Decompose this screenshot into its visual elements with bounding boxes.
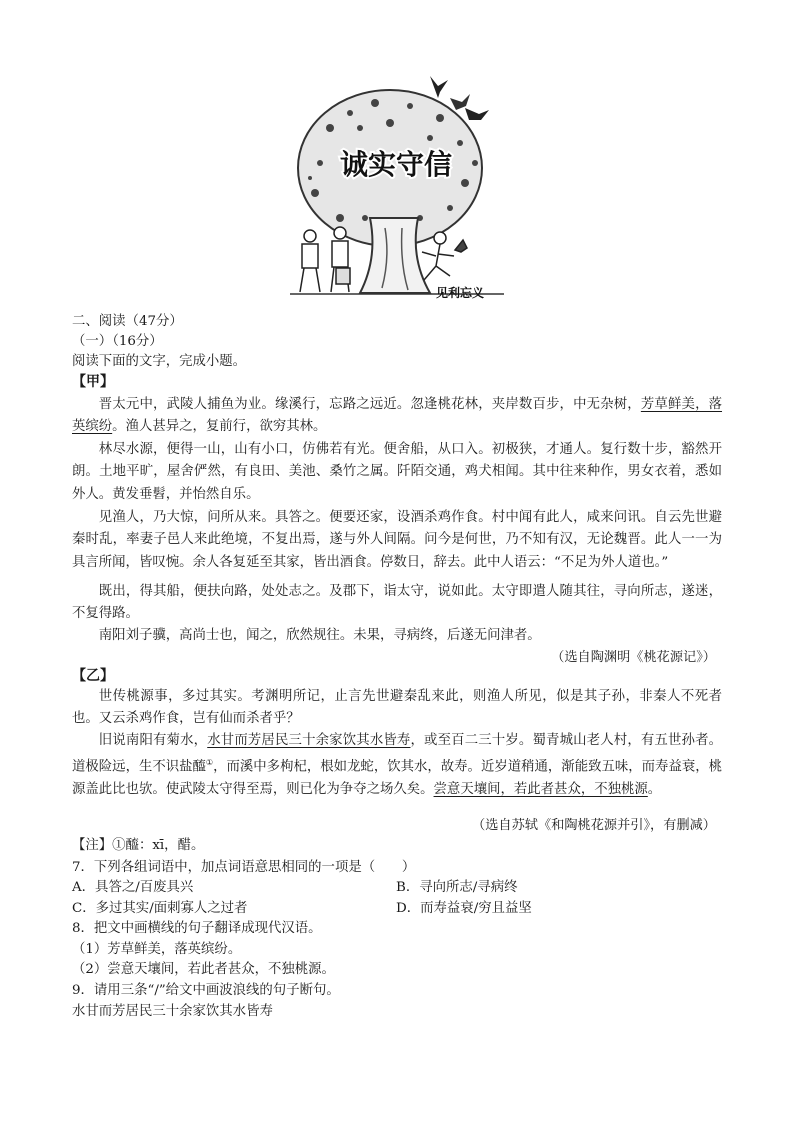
underlined-sentence-2: 尝意天壤间，若此者甚众，不独桃源 (433, 782, 648, 798)
passage-a-label: 【甲】 (72, 374, 114, 390)
bird-icon (465, 108, 489, 120)
illustration-banner: 诚实守信 (339, 148, 453, 181)
text-span: 。渔人甚异之，复前行，欲穷其林。 (112, 419, 327, 435)
q8-item-1: （1）芳草鲜美，落英缤纷。 (72, 942, 242, 957)
passage-a-paragraph-4: 既出，得其船，便扶向路，处处志之。及郡下，诣太守，说如此。太守即遣人随其往，寻向所志，遂迷，不复得路。 (72, 584, 722, 622)
q7-option-b: B．寻向所志/寻病终 (396, 880, 518, 895)
footnote-marker: ① (205, 758, 214, 768)
subsection-title: （一）（16分） (72, 334, 163, 349)
q8-item-2: （2）尝意天壤间，若此者甚众，不独桃源。 (72, 962, 335, 977)
bird-icon (450, 94, 470, 110)
passage-b-label: 【乙】 (72, 668, 114, 684)
text-span: ，而溪中多枸杞，根如龙蛇，饮其水，故寿。近岁道稍通，渐能致五味，而寿益衰，桃源盖此比也欤。使武陵太守得至焉，则已化为争夺之场久矣。 (72, 759, 723, 798)
section-title: 二、阅读（47分） (72, 314, 183, 329)
text-span: 晋太元中，武陵人捕鱼为业。缘溪行，忘路之远近。忽逢桃花林，夹岸数百步，中无杂树， (98, 397, 641, 412)
illustration-caption: 见利忘义 (435, 286, 485, 300)
tree-illustration (290, 68, 504, 304)
passage-a-paragraph-3: 见渔人，乃大惊，问所从来。具答之。便要还家，设酒杀鸡作食。村中闻有此人，咸来问讯。自云先世避秦时乱，率妻子邑人来此绝境，不复出焉，遂与外人间隔。问今是何世，乃不知有汉，无论魏晋。此人一一为具言所闻，皆叹惋。余人各复延至其家，皆出酒食。停数日，辞去。此中人语云：“不足为外人道也。” (72, 510, 722, 570)
q7-option-c: C．多过其实/面刺寡人之过者 (72, 901, 248, 916)
q7-option-a: A．具答之/百废具兴 (72, 880, 194, 895)
footnote: 【注】①醯：xī，醋。 (72, 838, 205, 853)
passage-a-paragraph-5: 南阳刘子骥，高尚士也，闻之，欣然规往。未果，寻病终，后遂无问津者。 (98, 628, 541, 643)
question-8-stem: 8．把文中画横线的句子翻译成现代汉语。 (72, 921, 322, 936)
question-7-stem: 7．下列各组词语中，加点词语意思相同的一项是（ ） (72, 860, 416, 875)
tree-image (290, 68, 504, 304)
text-span: 。 (647, 782, 662, 798)
question-9-stem: 9．请用三条“/”给文中画波浪线的句子断句。 (72, 983, 340, 998)
q9-sentence: 水甘而芳居民三十余家饮其水皆寿 (72, 1004, 273, 1019)
passage-b-paragraph-2 (72, 730, 722, 802)
wavy-sentence: 水甘而芳居民三十余家饮其水皆寿 (207, 733, 411, 748)
passage-a-source: （选自陶渊明《桃花源记》） (551, 650, 716, 665)
passage-b-source: （选自苏轼《和陶桃花源并引》，有删减） (472, 818, 716, 833)
passage-a-paragraph-2: 林尽水源，便得一山，山有小口，仿佛若有光。便舍船，从口入。初极狭，才通人。复行数十步，豁然开朗。土地平旷，屋舍俨然，有良田、美池、桑竹之属。阡陌交通，鸡犬相闻。其中往来种作，男女衣着，悉如外人。黄发垂髫，并怡然自乐。 (72, 442, 722, 502)
text-span: ，或至百二三十岁。蜀青城山老人村，有五世孙者。道极险远，生不识盐醯 (72, 733, 723, 775)
instruction-text: 阅读下面的文字，完成小题。 (72, 354, 247, 369)
q7-option-d: D．而寿益衰/穷且益坚 (396, 901, 532, 916)
bird-icon (430, 76, 448, 98)
text-span: 旧说南阳有菊水， (98, 733, 208, 748)
passage-a-paragraph-1 (72, 394, 722, 439)
passage-b-paragraph-1: 世传桃源事，多过其实。考渊明所记，止言先世避秦乱来此，则渔人所见，似是其子孙，非秦人不死者也。又云杀鸡作食，岂有仙而杀者乎？ (72, 689, 722, 727)
underlined-sentence-1: 芳草鲜美，落英缤纷 (72, 397, 723, 435)
